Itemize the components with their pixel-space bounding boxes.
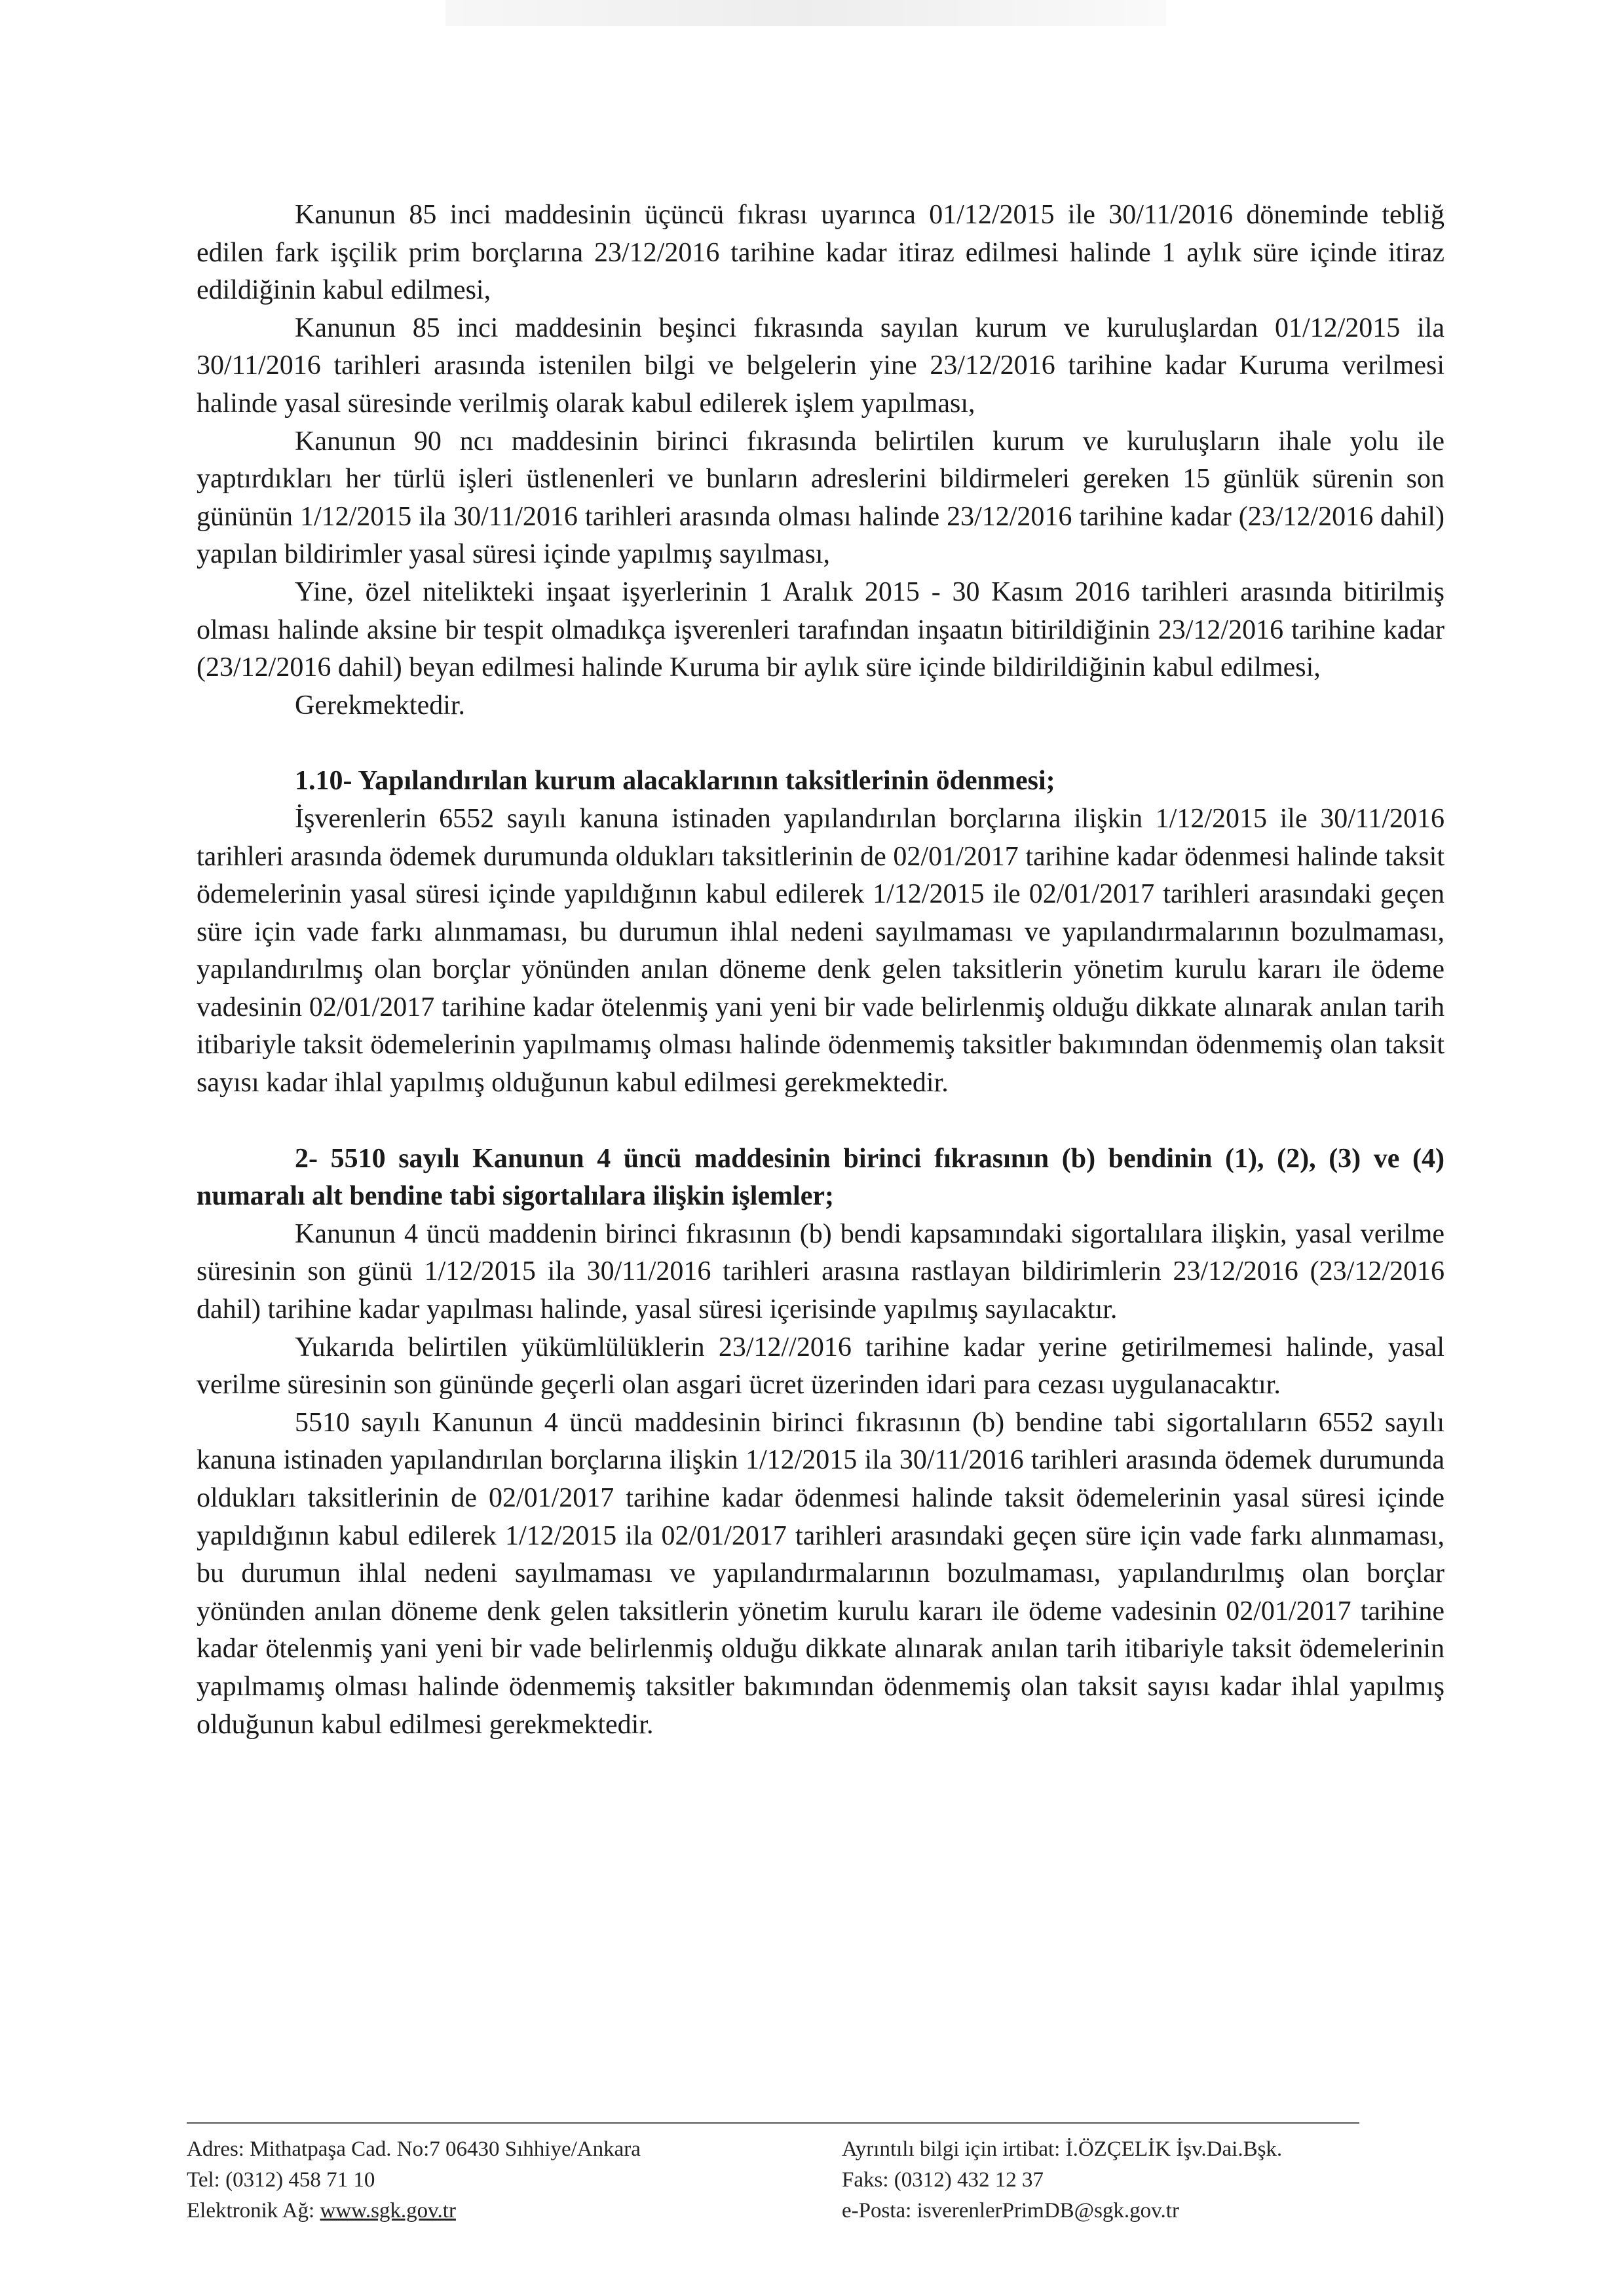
paragraph-ihale-bildirim: Kanunun 90 ncı maddesinin birinci fıkrasında belirtilen kurum ve kuruluşların ihale yolu ile yaptırdıkları her türlü işleri üstlenenleri ve bunların adreslerini bildirmeleri gereken 15 günlük sürenin son gününün 1/12/2015 ila 30/11/2016 tarihleri arasında olması halinde 23/12/2016 tarihine kadar (23/12/2016 dahil) yapılan bildirimler yasal süresi içinde yapılmış sayılması,	[197, 426, 1445, 570]
paragraph-idari-para-cezasi: Yukarıda belirtilen yükümlülüklerin 23/12//2016 tarihine kadar yerine getirilmemesi halinde, yasal verilme süresinin son gününde geçerli olan asgari ücret üzerinden idari para cezası uygulanacaktır.	[197, 1332, 1445, 1400]
footer-website-link[interactable]: www.sgk.gov.tr	[320, 2199, 456, 2223]
paragraph-bilgi-belge: Kanunun 85 inci maddesinin beşinci fıkrasında sayılan kurum ve kuruluşlardan 01/12/2015 ila 30/11/2016 tarihleri arasında istenilen bilgi ve belgelerin yine 23/12/2016 tarihine kadar Kuruma verilmesi halinde yasal süresinde verilmiş olarak kabul edilerek işlem yapılması,	[197, 312, 1445, 419]
section-heading-1-10: 1.10- Yapılandırılan kurum alacaklarının taksitlerinin ödenmesi;	[295, 766, 1055, 797]
paragraph-sigortali-taksit: 5510 sayılı Kanunun 4 üncü maddesinin birinci fıkrasının (b) bendine tabi sigortalıların 6552 sayılı kanuna istinaden yapılandırılan borçlarına ilişkin 1/12/2015 ila 30/11/2016 tarihleri arasında ödemek durumunda oldukları taksitlerinin de 02/01/2017 tarihine kadar ödenmesi halinde taksit ödemelerinin yasal süresi içinde yapıldığının kabul edilerek 1/12/2015 ila 02/01/2017 tarihleri arasındaki geçen süre için vade farkı alınmaması, bu durumun ihlal nedeni sayılmaması ve yapılandırmalarının bozulmaması, yapılandırılmış olan borçlar yönünden anılan döneme denk gelen taksitlerin yönetim kurulu kararı ile ödeme vadesinin 02/01/2017 tarihine kadar ötelenmiş yani yeni bir vade belirlenmiş olduğu dikkate alınarak anılan tarih itibariyle taksit ödemelerinin yapılmamış olması halinde ödenmemiş taksitler bakımından ödenmemiş olan taksit sayısı kadar ihlal yapılmış olduğunun kabul edilmesi gerekmektedir.	[197, 1407, 1445, 1740]
section-heading-2: 2- 5510 sayılı Kanunun 4 üncü maddesinin birinci fıkrasının (b) bendinin (1), (2), (3) ve (4) numaralı alt bendine tabi sigortalılara ilişkin işlemler;	[197, 1143, 1445, 1212]
section-spacer	[197, 724, 1445, 762]
footer-address-block	[187, 2134, 829, 2226]
footer-website	[187, 2196, 829, 2226]
footer-website-label: Elektronik Ağ:	[187, 2199, 320, 2223]
paragraph-bildirim-suresi: Kanunun 4 üncü maddenin birinci fıkrasının (b) bendi kapsamındaki sigortalılara ilişkin, yasal verilme süresinin son günü 1/12/2015 ila 30/11/2016 tarihleri arasına rastlayan bildirimlerin 23/12/2016 (23/12/2016 dahil) tarihine kadar yapılması halinde, yasal süresi içerisinde yapılmış sayılacaktır.	[197, 1218, 1445, 1325]
footer-fax: Faks: (0312) 432 12 37	[842, 2168, 1044, 2192]
document-body	[197, 197, 1445, 1744]
footer-contact-block	[842, 2134, 1431, 2226]
footer-address: Adres: Mithatpaşa Cad. No:7 06430 Sıhhiye/Ankara	[187, 2137, 641, 2161]
paragraph-taksit-odeme: İşverenlerin 6552 sayılı kanuna istinaden yapılandırılan borçlarına ilişkin 1/12/2015 ile 30/11/2016 tarihleri arasında ödemek durumunda oldukları taksitlerinin de 02/01/2017 tarihine kadar ödenmesi halinde taksit ödemelerinin yasal süresi içinde yapıldığının kabul edilerek 1/12/2015 ile 02/01/2017 tarihleri arasındaki geçen süre için vade farkı alınmaması, bu durumun ihlal nedeni sayılmaması ve yapılandırmalarının bozulmaması, yapılandırılmış olan borçlar yönünden anılan döneme denk gelen taksitlerin yönetim kurulu kararı ile ödeme vadesinin 02/01/2017 tarihine kadar ötelenmiş yani yeni bir vade belirlenmiş olduğu dikkate alınarak anılan tarih itibariyle taksit ödemelerinin yapılmamış olması halinde ödenmemiş taksitler bakımından ödenmemiş olan taksit sayısı kadar ihlal yapılmış olduğunun kabul edilmesi gerekmektedir.	[197, 803, 1445, 1098]
section-spacer	[197, 1102, 1445, 1140]
footer-email: e-Posta: isverenlerPrimDB@sgk.gov.tr	[842, 2199, 1179, 2223]
paragraph-insaat-isyeri: Yine, özel nitelikteki inşaat işyerlerinin 1 Aralık 2015 - 30 Kasım 2016 tarihleri arasında bitirilmiş olması halinde aksine bir tespit olmadıkça işverenleri tarafından inşaatın bitirildiğinin 23/12/2016 tarihine kadar (23/12/2016 dahil) beyan edilmesi halinde Kuruma bir aylık süre içinde bildirildiğinin kabul edilmesi,	[197, 576, 1445, 683]
paragraph-gerekmektedir: Gerekmektedir.	[295, 690, 466, 721]
footer-phone: Tel: (0312) 458 71 10	[187, 2168, 375, 2192]
paragraph-fark-iscilik: Kanunun 85 inci maddesinin üçüncü fıkrası uyarınca 01/12/2015 ile 30/11/2016 döneminde tebliğ edilen fark işçilik prim borçlarına 23/12/2016 tarihine kadar itiraz edilmesi halinde 1 aylık süre içinde itiraz edildiğinin kabul edilmesi,	[197, 200, 1445, 306]
footer-contact-person: Ayrıntılı bilgi için irtibat: İ.ÖZÇELİK İşv.Dai.Bşk.	[842, 2137, 1283, 2161]
footer-divider	[187, 2122, 1359, 2124]
scan-artifact	[445, 0, 1166, 26]
